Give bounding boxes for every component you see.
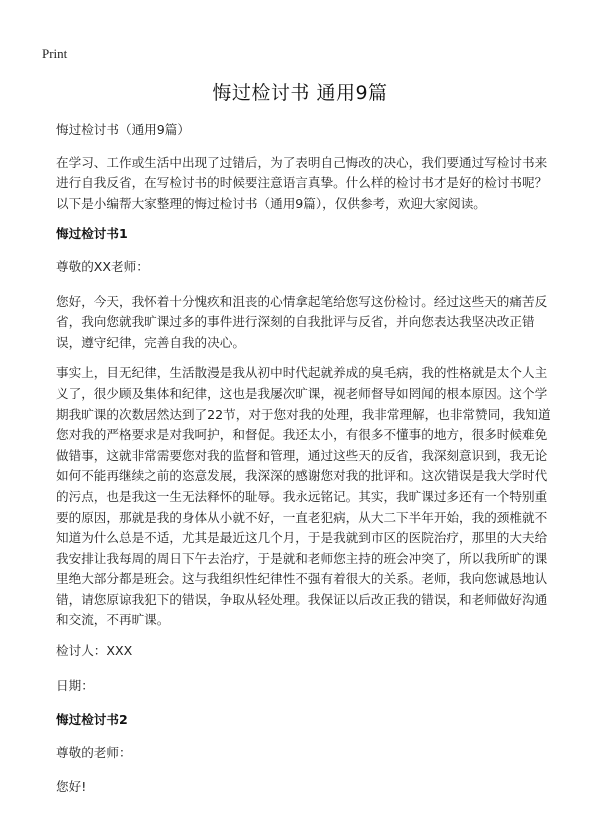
salutation-1: 尊敬的XX老师： bbox=[56, 258, 149, 274]
document-subtitle: 悔过检讨书（通用9篇） bbox=[56, 122, 190, 137]
body-paragraph-1: 您好，今天，我怀着十分愧疚和沮丧的心情拿起笔给您写这份检讨。经过这些天的痛苦反省，我向您就我旷课过多的事件进行深刻的自我批评与反省，并向您表达我坚决改正错误，遵守纪律，完善自我的决心。 bbox=[56, 293, 548, 350]
greeting-2: 您好! bbox=[56, 779, 87, 795]
print-label[interactable]: Print bbox=[42, 46, 68, 61]
section-heading-1: 悔过检讨书1 bbox=[56, 226, 128, 242]
intro-paragraph: 在学习、工作或生活中出现了过错后，为了表明自己悔改的决心，我们要通过写检讨书来进行自我反省，在写检讨书的时候要注意语言真挚。什么样的检讨书才是好的检讨书呢？以下是小编帮大家整理的悔过检讨书（通用9篇），仅供参考，欢迎大家阅读。 bbox=[56, 154, 548, 211]
date-line: 日期： bbox=[56, 677, 94, 693]
document-body bbox=[56, 120, 556, 812]
salutation-2: 尊敬的老师： bbox=[56, 744, 132, 760]
body-paragraph-2: 事实上，目无纪律，生活散漫是我从初中时代起就养成的臭毛病，我的性格就是太个人主义了，很少顾及集体和纪律，这也是我屡次旷课，视老师督导如罔闻的根本原因。这个学期我旷课的次数居然达到了22节，对于您对我的处理，我非常理解，也非常赞同，我知道您对我的严格要求是对我呵护，和督促。我还太小，有很多不懂事的地方，很多时候难免做错事，这就非常需要您对我的监督和管理，通过这些天的反省，我深刻意识到，我无论如何不能再继续之前的恣意发展，我深深的感谢您对我的批评和。这次错误是我大学时代的污点，也是我这一生无法释怀的耻辱。我永远铭记。其实，我旷课过多还有一个特别重要的原因，那就是我的身体从小就不好，一直老犯病，从大二下半年开始，我的颈椎就不知道为什么总是不适，尤其是最近这几个月，于是我就到市区的医院治疗，那里的大夫给我安排让我每周的周日下午去治疗，于是就和老师您主持的班会冲突了，所以我所旷的课里绝大部分都是班会。这与我组织性纪律性不强有着很大的关系。老师，我向您诚恳地认错，请您原谅我犯下的错误，争取从轻处理。我保证以后改正我的错误，和老师做好沟通和交流，不再旷课。 bbox=[56, 365, 551, 628]
signature-line: 检讨人：XXX bbox=[56, 643, 133, 659]
section-heading-2: 悔过检讨书2 bbox=[56, 712, 128, 728]
document-title: 悔过检讨书 通用9篇 bbox=[212, 82, 388, 104]
